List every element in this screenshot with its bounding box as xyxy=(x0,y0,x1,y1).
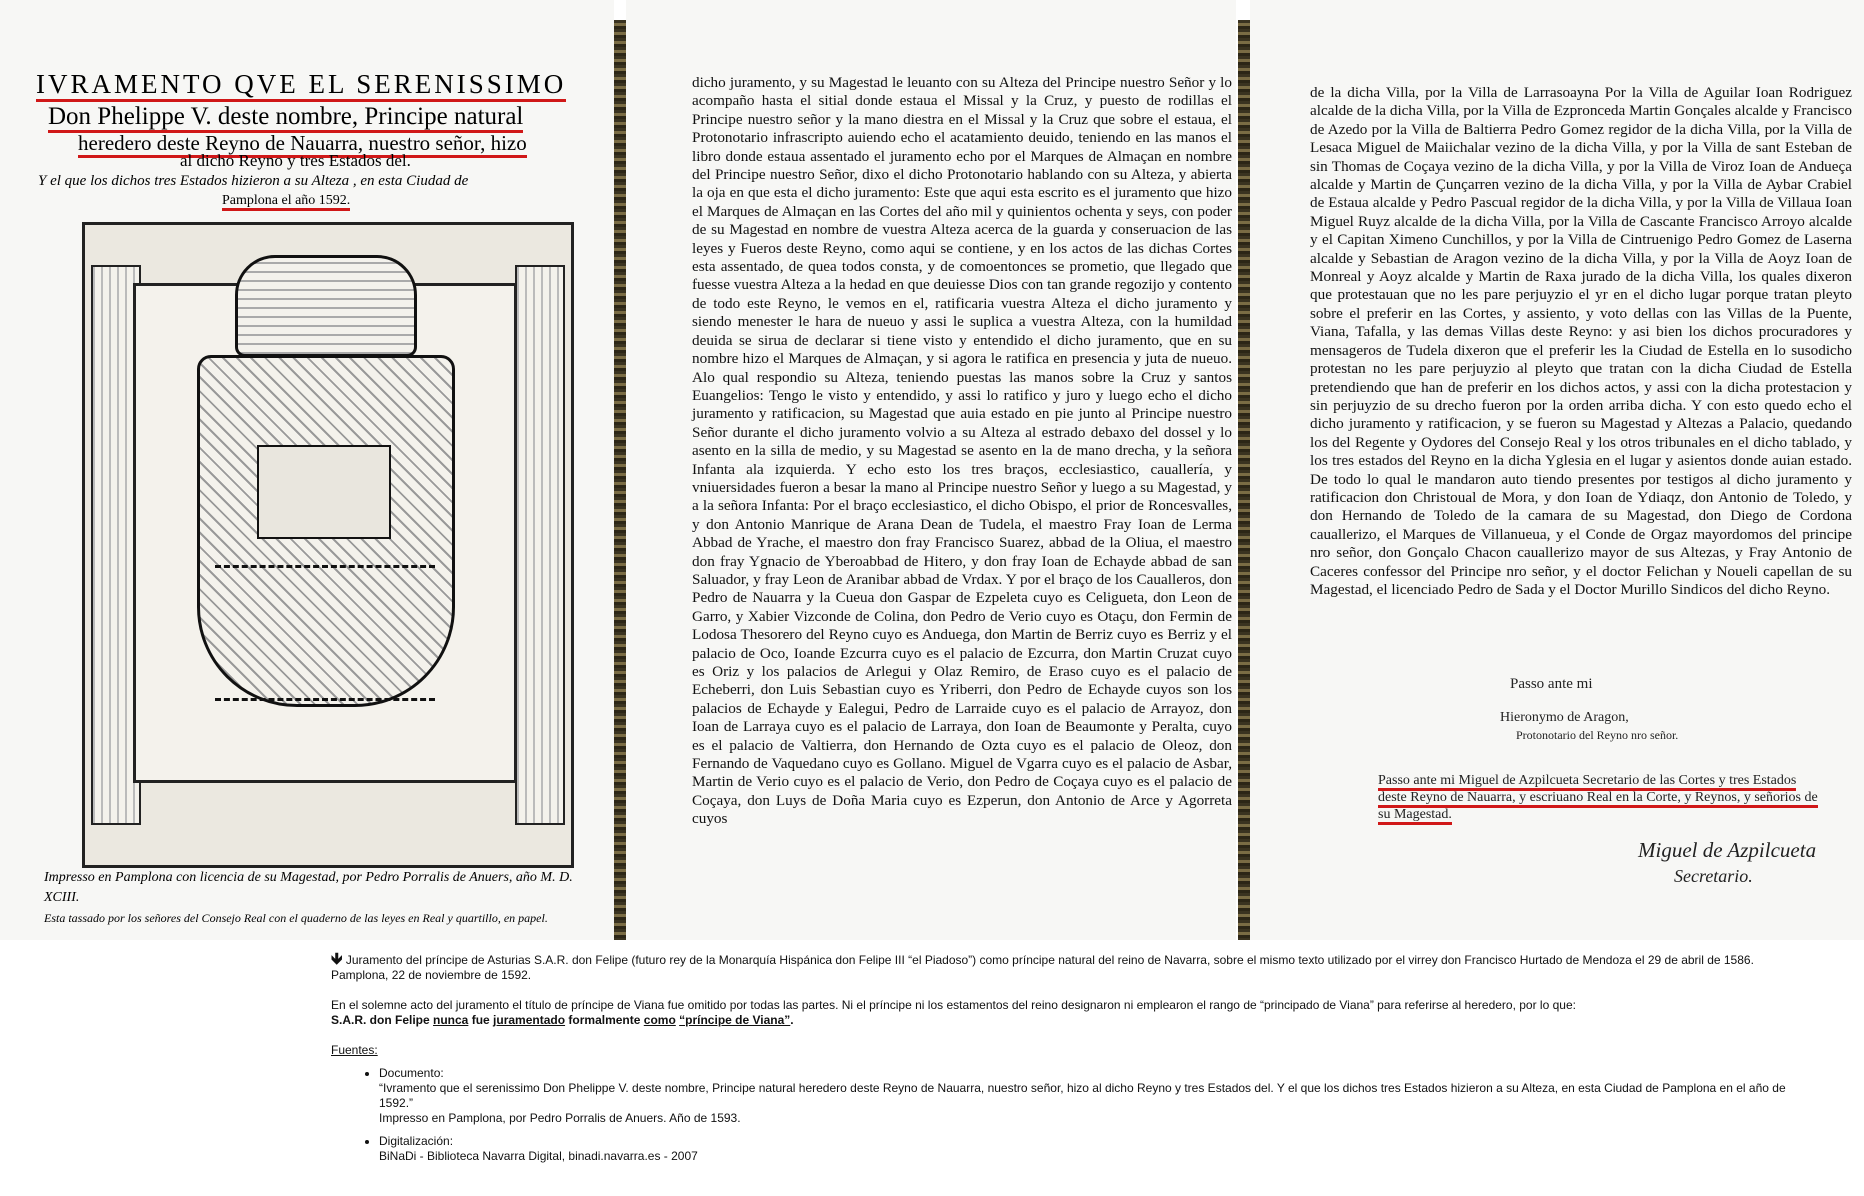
page-gutter-right xyxy=(1238,20,1250,940)
navarre-chains-emblem xyxy=(215,565,435,701)
colophon-line-2: Esta tassado por los señores del Consejo Real con el quaderno de las leyes en Real y quartillo, en papel. xyxy=(44,911,548,925)
colophon-line-1: Impresso en Pamplona con licencia de su Magestad, por Pedro Porralis de Anuers, año M. D. XCIII. xyxy=(44,870,573,905)
royal-crown-emblem xyxy=(235,255,417,357)
sources-list xyxy=(331,1066,1791,1164)
page-3-body: de la dicha Villa, por la Villa de Larrasoayna Por la Villa de Aguilar Ioan Rodriguez alcalde de la dicha Villa, por la Villa de Ezpronceda Martin Gonçales alcalde y Francisco de Azedo por la Villa de Baltierra Pedro Gomez regidor de la dicha Villa, por la Villa de Lesaca Miguel de Maiichalar vezino de la dicha Villa, y por la Villa de sant Esteban de sin Thomas de Coçaya vezino de la dicha Villa, y por la Villa de Viroz Ioan de Andueça alcalde y Martin de Çunçarren vezino de la dicha Villa, y por la Villa de Aybar Crabiel de Estaua alcalde y Pedro Pascual regidor de la dicha Villa, y por la Villa de Villaua Ioan Miguel Ruyz alcalde de la dicha Villa, por la Villa de Cascante Francisco Arroyo alcalde y el Capitan Ximeno Cunchillos, y por la Villa de Cintruenigo Pedro Gomez de Laserna alcalde y Sebastian de Aragon vezino de la dicha Villa, y por la Villa de Aoyz Ioan de Monreal y Aoyz alcalde y Martin de Raxa jurado de la dicha Villa, los quales dixeron que protestauan que no les pare perjuyzio el yr en el dicho lugar porque tratan pleyto sobre el preferir en las Cortes, y assiento, y voto dellas con las Villas de la Puente, Viana, Tafalla, y las demas Villas deste Reyno: y asi bien los dichos procuradores y mensageros de Tudela dixeron que el preferir les la Ciudad de Estella en lo susodicho protestan no les pare perjuyzio al pleyto que tratan con la dicha Ciudad de Estella pretendiendo que han de preferir en los dichos actos, y assi con la dicha protestacion y sin perjuyzio de su drecho fueron por la orden arriba dicha. Y con esto quedo echo el dicho juramento y ratificacion, y se fueron su Magestad y Altezas a Palacio, quedando los del Regente y Oydores del Consejo Real y los otros tribunales en el dicho tablado, y los tres estados del Reyno en la dicha Yglesia en el lugar y asientos donde auian estado. De todo lo qual le mandaron auto tiendo presentes por testigos al dicho juramento y ratificacion don Christoual de Mora, y don Ioan de Ydiaqz, don Antonio de Toledo, y don Hernando de Toledo de la camara de su Magestad, don Diego de Cordona cauallerizo, el Marques de Villanueua, y el Conde de Orgaz mayordomos del principe nro señor, don Gonçalo Chacon cauallerizo mayor de sus Altezas, y Fray Antonio de Caceres confessor del Principe nro señor, y el doctor Felichan y Noueli capellan de su Magestad, el licenciado Pedro de Sada y el Doctor Murillo Sindicos del dicho Reyno. xyxy=(1310,84,1852,598)
lion-emblem xyxy=(257,445,391,539)
title-page xyxy=(0,0,614,940)
title-line-6: Pamplona el año 1592. xyxy=(222,192,350,210)
page-2-body: dicho juramento, y su Magestad le leuanto con su Alteza del Principe nuestro Señor y lo acompaño hasta el sitial donde estaua el Missal y la Cruz, y puesto de rodillas el Principe nuestro señor y la mano diestra en el Missal y la Cruz que sobre el estaua, el Protonotario infrascripto auiendo echo el acatamiento deuido, teniendo en las manos el libro donde estaua assentado el juramento echo por el Marques de Almaçan en nombre del Principe nuestro Señor, dixo el dicho Protonotario hablando con su Alteza, y abierta la oja en que esta el dicho juramento: Este que aqui esta escrito es el juramento que hizo el Marques de Almaçan en las Cortes del año mil y quinientos ochenta y seys, con poder de su Magestad en nombre de vuestra Alteza acerca de la guarda y conseruacion de las leyes y Fueros deste Reyno, como aqui se contiene, y en los actos de las dichas Cortes esta assentado, de quea todos consta, y de comoentonces se prometio, que llegado que fuesse vuestra Alteza a la hedad en que deuiesse Dios con tan grande regozijo y contento de todo este Reyno, le vemos en el, ratificaria vuestra Alteza el dicho juramento y siendo menester le hara de nueuo y assi le suplica a vuestra Alteza, con la humildad deuida se sirua de declarar si tiene visto y entendido el dicho juramento, que en su nombre hizo el Marques de Almaçan, y si agora le ratifica en presencia y juta de nueuo. Alo qual respondio su Alteza, teniendo puestas las manos sobre la Cruz y santos Euangelios: Tengo le visto y entendido, y assi lo ratifico y juro y luego echo el dicho juramento y ratificacion, su Magestad que auia estado en pie junto al Principe nuestro Señor durante el dicho juramento volvio a su Alteza al estrado debaxo del dossel y lo asento en la silla de medio, y su Magestad se asento en la de mano drecha, y la señora Infanta ala izquierda. Y echo esto los tres braços, ecclesiastico, cauallería, y vniuersidades fueron a besar la mano al Principe nuestro Señor y luego a su Magestad, y a la señora Infanta: Por el braço ecclesiastico, el dicho Obispo, el prior de Roncesvalles, y don Antonio Manrique de Arana Dean de Tudela, el maestro Fray Ioan de Lerma Abbad de Yrache, el maestro don fray Francisco Suarez, abbad de la Oliua, el maestro don fray Ygnacio de Yberoabbad de Hitero, y don fray Ioan de Echayde abbad de san Saluador, y fray Leon de Aranibar abbad de Vrdax. Y por el braço de los Caualleros, don Pedro de Nauarra y la Cueua don Gaspar de Ezpeleta cuyo es Celigueta, don Leon de Garro, y Xabier Vizconde de Colina, don Pedro de Verio cuyo es Otaçu, don Fermin de Lodosa Thesorero del Reyno cuyo es Anduega, don Martin de Berriz cuyo es Berriz y el palacio de Oco, Ioande Ezcurra cuyo es el palacio de Ezcurra, don Martin Cruzat cuyo es Oriz y los palacios de Arlegui y Olaz Remiro, de Eraso cuyo es el palacio de Echeberri, don Luis Sebastian cuyo es Yriberri, don Pedro de Echayde cuyos son los palacios de Echayde y Ealegui, Pedro de Larraide cuyo es el palacio de Arrayoz, don Ioan de Larraya cuyo es el palacio de Larraya, don Ioan de Beaumonte y Peralta, cuyo es el palacio de Valtierra, don Hernando de Ozta cuyo es el palacio de Oleoz, don Fernando de Vaquedano cuyo es Gollano. Miguel de Vgarra cuyo es el palacio de Asbar, Martin de Verio cuyo es el palacio de Verio, don Pedro de Coçaya cuyo es el palacio de Coçaya, don Luys de Doña Maria cuyo es Ezperun, don Antonio de Arce y Agorreta cuyos xyxy=(692,74,1232,828)
woodcut-illustration xyxy=(82,222,574,868)
caption-date: Pamplona, 22 de noviembre de 1592. xyxy=(331,968,532,982)
sources-label: Fuentes: xyxy=(331,1043,378,1057)
title-line-5: Y el que los dichos tres Estados hizieron a su Alteza , en esta Ciudad de xyxy=(38,173,469,189)
signature-name: Miguel de Azpilcueta xyxy=(1638,838,1817,862)
source-digitization: • Digitalización: BiNaDi - Biblioteca Navarra Digital, binadi.navarra.es - 2007 xyxy=(379,1134,1791,1164)
title-line-3: heredero deste Reyno de Nauarra, nuestro señor, hizo xyxy=(78,128,614,158)
signature-title: Secretario. xyxy=(1674,866,1753,886)
signatory-name: Hieronymo de Aragon, xyxy=(1500,710,1629,725)
right-column-ornament xyxy=(515,265,565,825)
text-page-2 xyxy=(626,0,1236,940)
text-page-3 xyxy=(1250,0,1864,940)
title-line-1: IVRAMENTO QVE EL SERENISSIMO xyxy=(36,70,596,98)
colophon xyxy=(44,868,604,928)
signatory-role: Protonotario del Reyno nro señor. xyxy=(1516,728,1679,742)
caption-notes xyxy=(331,952,1791,1164)
source-document: • Documento: “Ivramento que el serenissimo Don Phelippe V. deste nombre, Principe natural heredero deste Reyno de Nauarra, nuestro señor, hizo al dicho Reyno y tres Estados del. Y el que los dichos tres Estados hizieron a su Alteza, en esta Ciudad de Pamplona en el año de 1592.” Impresso en Pamplona, por Pedro Porralis de Anuers. Año de 1593. xyxy=(379,1066,1791,1126)
caption-paragraph: En el solemne acto del juramento el título de príncipe de Viana fue omitido por todas las partes. Ni el príncipe ni los estamentos del reino designaron ni emplearon el rango de “principado de Viana” para referirse al heredero, por lo que: S.A.R. don Felipe nunca fue juramentado formalmente como “príncipe de Viana”. xyxy=(331,998,1576,1027)
title-line-2: Don Phelippe V. deste nombre, Principe natural xyxy=(48,102,608,132)
page-gutter-left xyxy=(614,20,626,940)
down-arrow-icon: 🡻 xyxy=(331,951,343,968)
passo-ante-mi: Passo ante mi xyxy=(1510,676,1593,692)
title-line-4: al dicho Reyno y tres Estados del. xyxy=(180,151,411,170)
caption-title: 🡻 Juramento del príncipe de Asturias S.A.R. don Felipe (futuro rey de la Monarquía Hispánica don Felipe III “el Piadoso”) como príncipe natural del reino de Navarra, sobre el mismo texto utilizado por el virrey don Francisco Hurtado de Mendoza el 29 de abril de 1586. Pamplona, 22 de noviembre de 1592. xyxy=(331,951,1754,982)
attestation: Passo ante mi Miguel de Azpilcueta Secretario de las Cortes y tres Estados deste Reyno de Nauarra, y escriuano Real en la Corte, y Reynos, y señorios de su Magestad. xyxy=(1378,772,1818,823)
